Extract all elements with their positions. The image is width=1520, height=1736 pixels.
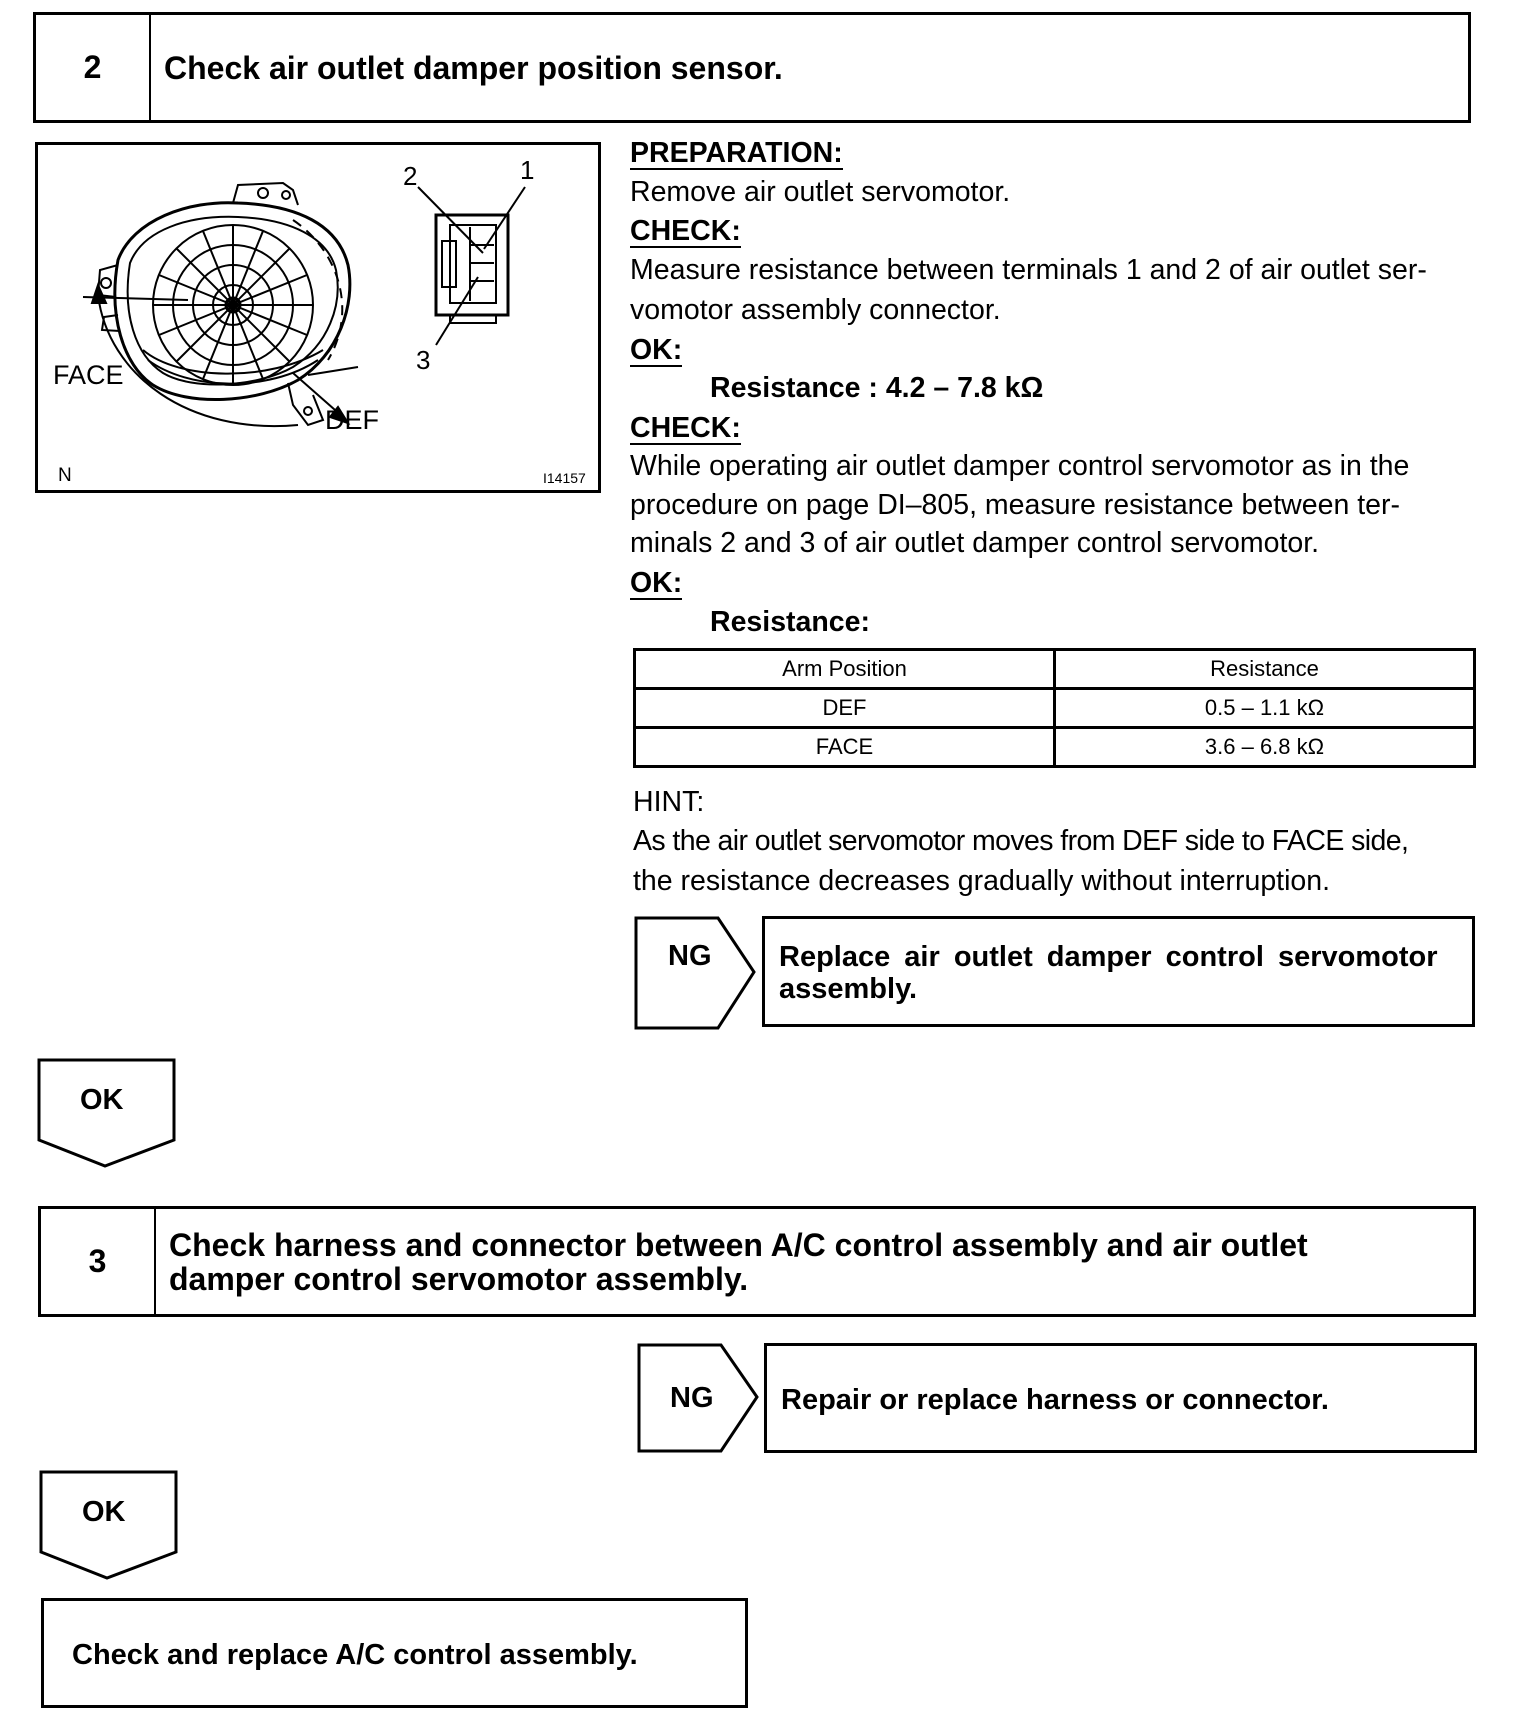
ok2-value: Resistance: <box>710 606 870 638</box>
table-header-arm-position: Arm Position <box>635 650 1055 689</box>
sensor-figure <box>35 142 601 493</box>
check1-line2: vomotor assembly connector. <box>630 294 1001 326</box>
check2-line3: minals 2 and 3 of air outlet damper control servomotor. <box>630 527 1320 559</box>
table-cell-resistance: 0.5 – 1.1 kΩ <box>1055 689 1475 728</box>
check2-line1: While operating air outlet damper control servomotor as in the <box>630 450 1410 482</box>
table-cell-position: DEF <box>635 689 1055 728</box>
servomotor-illustration <box>38 145 598 490</box>
ng1-action-line2: assembly. <box>779 973 918 1005</box>
figure-label-def: DEF <box>325 405 379 435</box>
figure-id: I14157 <box>543 470 586 486</box>
check1-line1: Measure resistance between terminals 1 and 2 of air outlet ser- <box>630 254 1427 286</box>
final-action: Check and replace A/C control assembly. <box>72 1639 638 1671</box>
table-header-row <box>635 650 1475 689</box>
preparation-text: Remove air outlet servomotor. <box>630 176 1011 208</box>
check1-label: CHECK: <box>630 215 741 247</box>
ng2-action: Repair or replace harness or connector. <box>781 1384 1329 1416</box>
ok2-label: OK: <box>630 567 683 599</box>
step3-header <box>38 1206 1476 1317</box>
step3-number: 3 <box>41 1209 156 1314</box>
check2-line2: procedure on page DI–805, measure resistance between ter- <box>630 489 1400 521</box>
table-row <box>635 728 1475 767</box>
figure-label-face: FACE <box>53 360 124 390</box>
table-header-resistance: Resistance <box>1055 650 1475 689</box>
step2-title: Check air outlet damper position sensor. <box>164 49 783 86</box>
figure-corner-label: N <box>58 465 72 486</box>
table-cell-resistance: 3.6 – 6.8 kΩ <box>1055 728 1475 767</box>
check2-label: CHECK: <box>630 412 741 444</box>
ng1-action-box <box>762 916 1475 1027</box>
ng1-arrow-shape <box>634 916 764 1032</box>
final-action-box <box>41 1598 748 1708</box>
ng2-action-box <box>764 1343 1477 1453</box>
ok1-label: OK: <box>630 334 683 366</box>
ng1-label: NG <box>668 940 712 972</box>
preparation-label: PREPARATION: <box>630 137 843 169</box>
figure-label-pin2: 2 <box>403 161 418 191</box>
hint-label: HINT: <box>633 786 705 818</box>
figure-label-pin3: 3 <box>416 345 431 375</box>
hint-line2: the resistance decreases gradually without interruption. <box>633 865 1331 897</box>
step3-title-line1: Check harness and connector between A/C control assembly and air outlet <box>169 1226 1308 1263</box>
ok-arrow2-label: OK <box>82 1496 126 1528</box>
figure-label-pin1: 1 <box>520 155 535 185</box>
step3-title-line2: damper control servomotor assembly. <box>169 1260 749 1297</box>
ng2-label: NG <box>670 1382 714 1414</box>
ng1-action-line1: Replace air outlet damper control servomotor <box>779 941 1438 973</box>
resistance-table <box>633 648 1476 768</box>
step2-number: 2 <box>36 15 151 120</box>
table-cell-position: FACE <box>635 728 1055 767</box>
hint-line1: As the air outlet servomotor moves from DEF side to FACE side, <box>633 825 1409 857</box>
ok-arrow1-label: OK <box>80 1084 124 1116</box>
table-row <box>635 689 1475 728</box>
ok1-value: Resistance : 4.2 – 7.8 kΩ <box>710 372 1044 404</box>
step3-title <box>169 1209 1463 1314</box>
